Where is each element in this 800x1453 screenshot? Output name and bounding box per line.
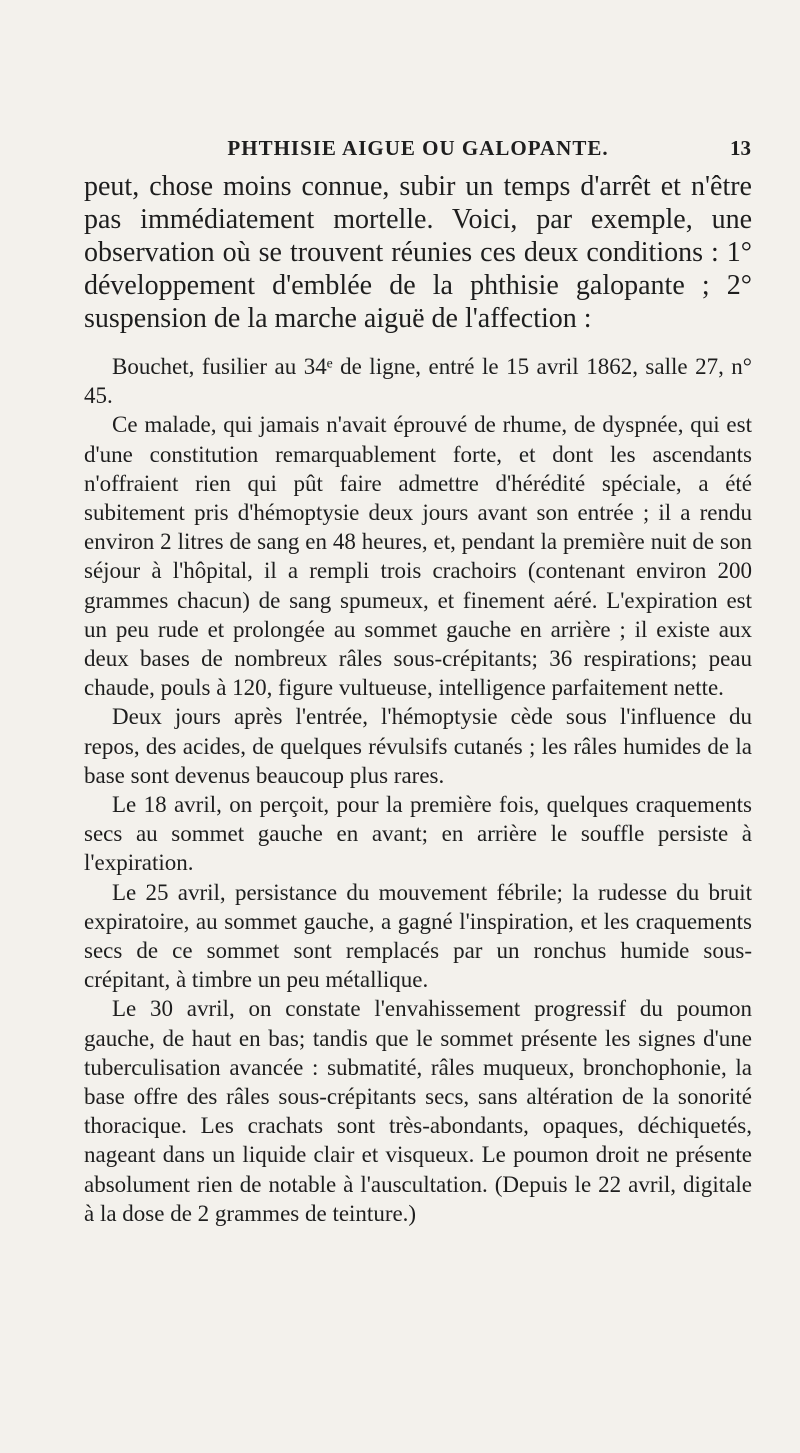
observation-paragraph: Le 30 avril, on constate l'envahissement progressif du poumon gauche, de haut en bas; tandis que le sommet présente les signes d'une tuberculisation avancée : submatité, râles muqueux, bronchophonie, la base offre des râles sous-crépitants secs, sans altération de la sonorité thoracique. Les crachats sont très-abondants, opaques, déchiquetés, nageant dans un liquide clair et visqueux. Le poumon droit ne présente absolument rien de notable à l'auscultation. (Depuis le 22 avril, digitale à la dose de 2 grammes de teinture.): [84, 996, 752, 1226]
running-title: PHTHISIE AIGUE OU GALOPANTE.: [227, 136, 609, 160]
observation-body: [84, 352, 752, 1228]
lead-paragraph: peut, chose moins connue, subir un temps d'arrêt et n'être pas immédiatement mortelle. Voici, par exemple, une observation où se trouvent réunies ces deux conditions : 1° développement d'emblée de la phthisie galopante ; 2° suspension de la marche aiguë de l'affection :: [84, 171, 752, 334]
observation-heading: Bouchet, fusilier au 34ᵉ de ligne, entré le 15 avril 1862, salle 27, n° 45.: [84, 354, 752, 409]
observation-paragraph: Le 18 avril, on perçoit, pour la première fois, quelques craquements secs au sommet gauche en avant; en arrière le souffle persiste à l'expiration.: [84, 792, 752, 876]
observation-paragraph: Deux jours après l'entrée, l'hémoptysie cède sous l'influence du repos, des acides, de quelques révulsifs cutanés ; les râles humides de la base sont devenus beaucoup plus rares.: [84, 704, 752, 788]
observation-paragraph: Ce malade, qui jamais n'avait éprouvé de rhume, de dyspnée, qui est d'une constitution remarquablement forte, et dont les ascendants n'offraient rien qui pût faire admettre d'hérédité spéciale, a été subitement pris d'hémoptysie deux jours avant son entrée ; il a rendu environ 2 litres de sang en 48 heures, et, pendant la première nuit de son séjour à l'hôpital, il a rempli trois crachoirs (contenant environ 200 grammes chacun) de sang spumeux, et finement aéré. L'expiration est un peu rude et prolongée au sommet gauche en arrière ; il existe aux deux bases de nombreux râles sous-crépitants; 36 respirations; peau chaude, pouls à 120, figure vultueuse, intelligence parfaitement nette.: [84, 412, 752, 701]
observation-paragraph: Le 25 avril, persistance du mouvement fébrile; la rudesse du bruit expiratoire, au sommet gauche, a gagné l'inspiration, et les craquements secs de ce sommet sont remplacés par un ronchus humide sous-crépitant, à timbre un peu métallique.: [84, 879, 752, 993]
page-number: 13: [730, 136, 751, 160]
running-header: [85, 136, 751, 162]
